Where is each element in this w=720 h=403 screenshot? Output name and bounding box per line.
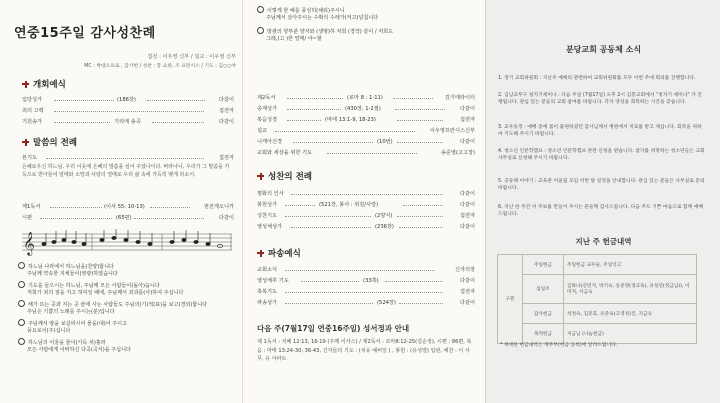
psalm-verse: 해가 뜨는 곳과 지는 곳 끝에 사는 사람들도 주님의(기)적(표)을 보고(경외)합니다 주님은 기쁨의 노래를 주시는(분)입니다 bbox=[18, 300, 238, 317]
service-row: 파송성가 (524장) 다같이 bbox=[257, 300, 475, 306]
news-item: 6. 지난 한 주간 이 주보를 만들어 주시는 분들께 감사드립니다. 다음 주도 기쁜 마음으로 함께 예배드립니다. bbox=[498, 205, 704, 218]
psalm-verse: 방광의 양부분 양자와 (생명)하 저희 (경작) 같이 / 저희도 그래,(고 )한 열매/ 야~할 bbox=[257, 27, 479, 44]
psalm-verse: 이렇게 한 해를 풍성히(채워)주시니 주님께서 살아주시는 수확의 수레가(저고)넘칩니다 bbox=[257, 6, 479, 23]
service-row: 영성체후 기도 (33쪽) 다같이 bbox=[257, 278, 475, 284]
news-heading: 분당교회 공동체 소식 bbox=[565, 45, 642, 54]
circle-bullet-icon bbox=[18, 300, 25, 307]
service-row: 평화의 인사 다같이 bbox=[257, 191, 475, 197]
table-row: 목적헌금 지금님 (나눔헌금) bbox=[498, 324, 697, 344]
service-row: 니케아신경 (10번) 다같이 bbox=[257, 139, 475, 145]
cross-icon bbox=[257, 173, 264, 180]
circle-bullet-icon bbox=[18, 262, 25, 269]
category-cell: 구분 bbox=[498, 255, 523, 344]
service-row: 제2독서 (로마 8 : 1-11) 김기태라이터 bbox=[257, 95, 475, 101]
news-item: 5. 공동체 이야기 : 교육관 어울림 모임 이번 달 일정을 안내합니다. 관심 있는 분들은 사무실로 문의 바랍니다. bbox=[498, 179, 705, 192]
staff-line: MC : 박대오프로 , 감사헌 / 성찬 : 봉 요한, 조 프란시스 / 기도 : 김○○야 bbox=[84, 64, 236, 69]
finance-footnote: * 재세한 헌금내역은 재무부(헌금 등록)에 알려드립니다. bbox=[500, 343, 618, 348]
page-title: 연중15주일 감사성찬례 bbox=[14, 26, 156, 41]
service-row: 시편 (65편) 다같이 bbox=[22, 215, 234, 221]
table-row: 구분 주일헌금 주일헌금 교우들, 주일익고 bbox=[498, 255, 697, 275]
service-row: 입당성가 (186장) 다같이 bbox=[22, 97, 234, 103]
service-row: 교회소식 신자의장 bbox=[257, 267, 475, 273]
collect-prayer: 은혜로우신 하느님, 우리 이웃에 은혜의 말씀을 심어 주셨나이다. 바라나니, 우리가 그 말씀을 가득으로 받아들여 열매와 소망과 사랑의 열매로 우리 삶 속에 가득히 맺게 하소서. bbox=[22, 164, 230, 178]
service-row: 죄의 고백 집전자 bbox=[22, 108, 234, 114]
psalm-verse: 기도를 들으시는 하느님, 주님께 모든 사람들이(돌아)옵니다 저희가 죄의 짐을 지고 허덕일 때에, 주님께서 죄과를(사)하여 주십니다 bbox=[18, 281, 238, 298]
cross-icon bbox=[257, 250, 264, 257]
service-row: 기원송가 기리에 송곡 다같이 bbox=[22, 119, 234, 125]
next-week-heading: 다음 주(7월17일 연중16주일) 성서정과 안내 bbox=[257, 324, 410, 333]
service-row: 교회와 세상을 위한 기도 송준영(고고장) bbox=[257, 150, 475, 156]
next-week-readings: 제 1독서 : 지혜 12:13, 16-19 (주께 이사스) / 제2독서 : 로마8:12-25(김순정), 시편 : 86편, 복음 : 마태 13:24-30, 36-43, 신자들의 기도 : (치유 예비일 ) , 봉헌 : (유성열) 입관, 예찬 : 이 사무, 유 아파트 bbox=[257, 339, 472, 363]
officiant-line: 집전 : 이우영 신부 / 설교 : 이우영 신부 bbox=[147, 54, 236, 60]
service-row: 제1독서 (이사 55: 10-13) 권전제오니카 bbox=[22, 204, 234, 210]
service-row: 본기도 집전자 bbox=[22, 155, 234, 161]
service-row: 설교 이우영프란시스신부 bbox=[257, 128, 475, 134]
service-row: 봉헌성가 (521장, 봉사 : 위원/사랑) 다같이 bbox=[257, 202, 475, 208]
circle-bullet-icon bbox=[18, 319, 25, 326]
circle-bullet-icon bbox=[18, 338, 25, 345]
offering-table bbox=[497, 254, 697, 344]
order-of-service-column bbox=[0, 0, 242, 403]
service-row: 성찬기도 (2양식) 집전자 bbox=[257, 213, 475, 219]
circle-bullet-icon bbox=[257, 27, 264, 34]
table-row: 감사헌금 석정숙, 김준호, 유준숙(고영정)진, 지금숙 bbox=[498, 304, 697, 324]
section-dismissal: 파송예식 bbox=[257, 247, 301, 259]
service-row: 영성체성가 (236장) 다같이 bbox=[257, 224, 475, 230]
news-item: 4. 청소년 인문학캠프 : 청소년 인문학캠프 관련 신청을 받습니다. 참가를 희망하는 청소년들은 교회 사무실로 신청해 주시기 바랍니다. bbox=[498, 149, 705, 162]
service-row: 층계성가 (430장, 1-2절) 다같이 bbox=[257, 106, 475, 112]
section-opening: 개회예식 bbox=[22, 78, 66, 90]
section-word: 말씀의 전례 bbox=[22, 136, 77, 148]
psalm-music-staff bbox=[22, 228, 232, 256]
table-row: 십일조 김하나(신민지, 박기숙, 송준영(경교육), 유성연(정금님)), 이미지, 서금숙 bbox=[498, 275, 697, 304]
news-item: 2. 김남교무구 청지기세미나 : 다음 주일 (7월17일) 오후 2시 김봉교회에서 "청지기 세미나" 가 진행됩니다. 관심 있는 분들의 교회 참여를 바랍니다. 각자 영성을 회복하는 시간을 갖습니다. bbox=[498, 93, 702, 106]
news-item: 3. 교우동정 : 예배 중에 몸이 불편하셨던 감사님께서 병원에서 치료를 받고 계십니다. 회복을 위하여 기도해 주시기 바랍니다. bbox=[498, 125, 702, 138]
service-row: 복음성경 (마태 13:1-9, 18-23) 집전자 bbox=[257, 117, 475, 123]
finance-heading: 지난 주 헌금내역 bbox=[575, 237, 632, 246]
order-of-service-continued-column bbox=[242, 0, 486, 403]
svg-text:𝄞: 𝄞 bbox=[23, 231, 35, 255]
section-eucharist: 성찬의 전례 bbox=[257, 170, 312, 182]
psalm-verse: 하느님의 어울을 물이(가득 차)흘러 모든 사람에게 이바하신 다곡(곡식)을 주십니다 bbox=[18, 338, 238, 355]
service-row: 축복기도 집전자 bbox=[257, 289, 475, 295]
cross-icon bbox=[22, 81, 29, 88]
circle-bullet-icon bbox=[257, 6, 264, 13]
news-item: 1. 정기 교회위원회 : 지난주 예배의 관련하여 교회위원회를 모두 이번 주에 회의를 진행합니다. bbox=[498, 76, 696, 81]
psalm-verse: 하느님 나라에서 하느님을(찬양)합니다 주님께 약속한 지체들이(영광)하였습니다 bbox=[18, 262, 238, 279]
circle-bullet-icon bbox=[18, 281, 25, 288]
psalm-verse: 주님께서 땅을 보살피시어 물을(대)어 주시고 풍요로이(주)십니다 bbox=[18, 319, 238, 336]
cross-icon bbox=[22, 139, 29, 146]
